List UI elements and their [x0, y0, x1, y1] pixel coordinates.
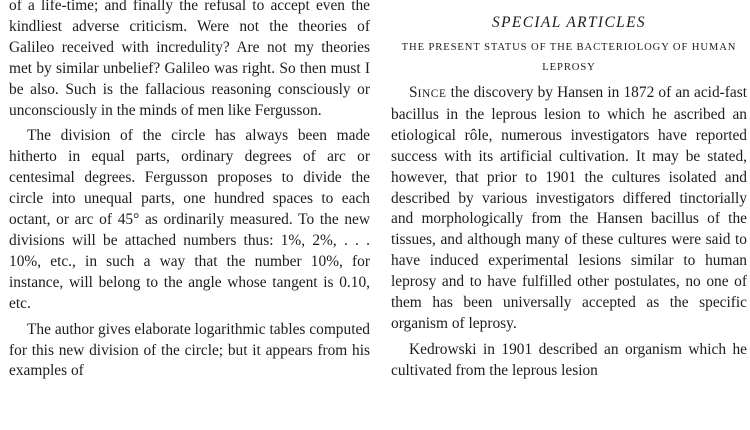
right-column — [391, 0, 747, 387]
right-paragraph-1 — [391, 83, 747, 335]
right-paragraph-2: Kedrowski in 1901 described an organism which he cultivated from the leprous lesion — [391, 340, 747, 379]
left-column — [9, 0, 370, 387]
lead-word-smallcaps: INCE — [417, 88, 447, 100]
lead-word-initial: S — [409, 84, 418, 101]
left-paragraph-3: The author gives elaborate logarithmic tables computed for this new division of the circle; but it appears from his examples of — [9, 320, 370, 380]
left-paragraph-1: of a life-time; and finally the refusal to accept even the kindliest adverse criticism. Were not the theories of Galileo received with incredulity? Are not my theories met by similar unbelief? Galileo was right. So then must I be also. Such is the fallacious reasoning consciously or unconsciously in the minds of men like Fergusson. — [9, 0, 370, 119]
right-paragraph-1-text: the discovery by Hansen in 1872 of an acid-fast bacillus in the leprous lesion to which he ascribed an etiological rôle, numerous investigators have reported success with its artificial cultivation. It may be stated, however, that prior to 1901 the cultures isolated and described by various investigators differed tinctorially and morphologically from the Hansen bacillus of the tissues, and although many of these cultures were said to have induced experimental lesions similar to human leprosy and to have fulfilled other postulates, no one of them has been universally accepted as the specific organism of leprosy. — [391, 84, 747, 332]
article-title: THE PRESENT STATUS OF THE BACTERIOLOGY OF HUMAN LEPROSY — [401, 42, 737, 73]
left-paragraph-2: The division of the circle has always been made hitherto in equal parts, ordinary degrees of arc or centesimal degrees. Fergusson proposes to divide the circle into unequal parts, one hundred spaces to each octant, or arc of 45° as ordinarily measured. To the new divisions will be attached numbers thus: 1%, 2%, . . . 10%, etc., in such a way that the number 10%, for instance, will belong to the angle whose tangent is 0.10, etc. — [9, 127, 370, 312]
section-heading: SPECIAL ARTICLES — [492, 14, 646, 31]
